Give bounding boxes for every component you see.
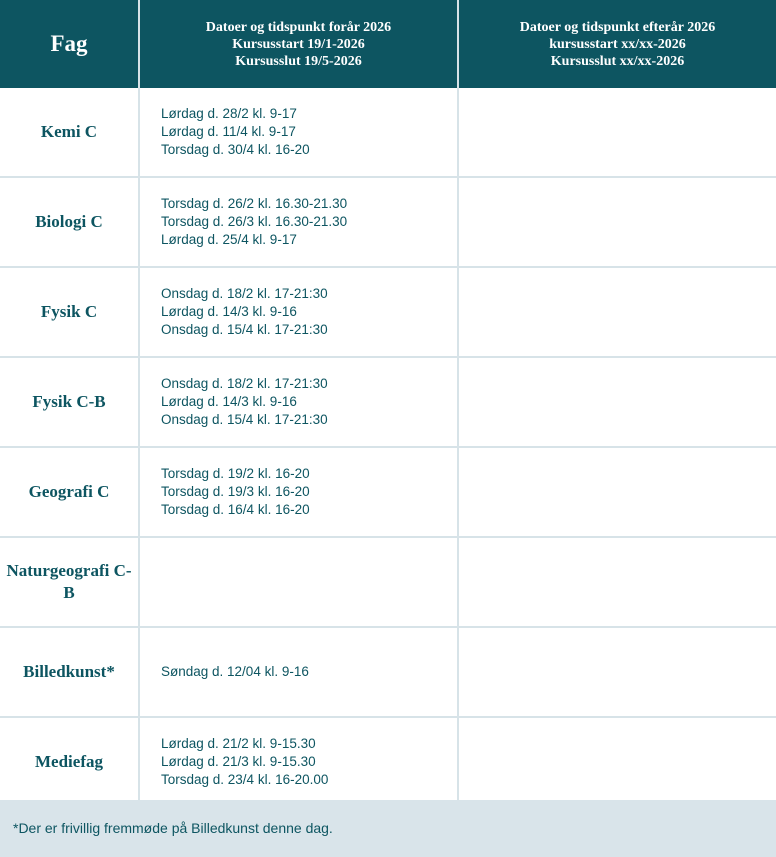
autumn-column-header	[458, 0, 776, 88]
date-line: Torsdag d. 19/2 kl. 16-20	[161, 466, 310, 481]
table-row	[0, 447, 776, 537]
subject-cell	[0, 357, 139, 447]
subject-name: Biologi C	[35, 212, 103, 231]
subject-name: Fysik C	[40, 302, 98, 321]
date-line: Onsdag d. 15/4 kl. 17-21:30	[161, 322, 328, 337]
date-line: Lørdag d. 14/3 kl. 9-16	[161, 394, 297, 409]
date-line: Torsdag d. 26/2 kl. 16.30-21.30	[161, 196, 348, 211]
autumn-dates-cell	[458, 627, 776, 717]
date-line: Torsdag d. 26/3 kl. 16.30-21.30	[161, 214, 348, 229]
date-line: Lørdag d. 11/4 kl. 9-17	[161, 124, 296, 139]
date-line: Lørdag d. 21/2 kl. 9-15.30	[161, 736, 316, 751]
date-line: Torsdag d. 16/4 kl. 16-20	[161, 502, 310, 517]
autumn-dates-cell	[458, 537, 776, 627]
subject-cell	[0, 88, 139, 177]
table-row	[0, 717, 776, 807]
spring-header-line: Kursusslut 19/5-2026	[235, 53, 362, 69]
date-line: Søndag d. 12/04 kl. 9-16	[161, 664, 309, 679]
subject-cell	[0, 717, 139, 807]
autumn-dates-cell	[458, 357, 776, 447]
spring-column-header	[139, 0, 458, 88]
autumn-dates-cell	[458, 717, 776, 807]
autumn-dates-cell	[458, 447, 776, 537]
autumn-dates-cell	[458, 267, 776, 357]
spring-dates-cell	[139, 88, 458, 177]
spring-dates-cell	[139, 267, 458, 357]
spring-header-line: Datoer og tidspunkt forår 2026	[205, 19, 392, 35]
table-header-row	[0, 0, 776, 88]
date-line: Torsdag d. 30/4 kl. 16-20	[161, 142, 310, 157]
footnote: *Der er frivillig fremmøde på Billedkunst denne dag.	[0, 800, 776, 857]
date-line: Lørdag d. 14/3 kl. 9-16	[161, 304, 297, 319]
table-row	[0, 88, 776, 177]
table-row	[0, 177, 776, 267]
autumn-dates-cell	[458, 177, 776, 267]
subject-name: Naturgeografi C-B	[6, 561, 132, 602]
subject-name: Kemi C	[40, 122, 98, 141]
table-row	[0, 357, 776, 447]
subject-cell	[0, 537, 139, 627]
autumn-dates-cell	[458, 88, 776, 177]
subject-name: Fysik C-B	[32, 392, 106, 411]
table-row	[0, 627, 776, 717]
table-row	[0, 267, 776, 357]
date-line: Lørdag d. 28/2 kl. 9-17	[161, 106, 297, 121]
date-line: Lørdag d. 21/3 kl. 9-15.30	[161, 754, 316, 769]
subject-cell	[0, 627, 139, 717]
subject-cell	[0, 447, 139, 537]
subject-name: Geografi C	[28, 482, 110, 501]
table-row	[0, 537, 776, 627]
date-line: Onsdag d. 18/2 kl. 17-21:30	[161, 286, 328, 301]
spring-dates-cell	[139, 537, 458, 627]
date-line: Torsdag d. 23/4 kl. 16-20.00	[161, 772, 329, 787]
subject-name: Billedkunst*	[23, 662, 115, 681]
date-line: Lørdag d. 25/4 kl. 9-17	[161, 232, 297, 247]
spring-dates-cell	[139, 447, 458, 537]
autumn-header-line: Kursusslut xx/xx-2026	[550, 53, 685, 69]
spring-dates-cell	[139, 177, 458, 267]
spring-dates-cell	[139, 357, 458, 447]
spring-header-line: Kursusstart 19/1-2026	[232, 36, 365, 52]
subject-cell	[0, 267, 139, 357]
autumn-header-line: Datoer og tidspunkt efterår 2026	[519, 19, 716, 35]
subject-column-header: Fag	[0, 0, 139, 88]
spring-dates-cell	[139, 627, 458, 717]
date-line: Onsdag d. 18/2 kl. 17-21:30	[161, 376, 328, 391]
spring-dates-cell	[139, 717, 458, 807]
date-line: Onsdag d. 15/4 kl. 17-21:30	[161, 412, 328, 427]
subject-name: Mediefag	[35, 752, 103, 771]
date-line: Torsdag d. 19/3 kl. 16-20	[161, 484, 310, 499]
subject-cell	[0, 177, 139, 267]
autumn-header-line: kursusstart xx/xx-2026	[549, 36, 686, 52]
